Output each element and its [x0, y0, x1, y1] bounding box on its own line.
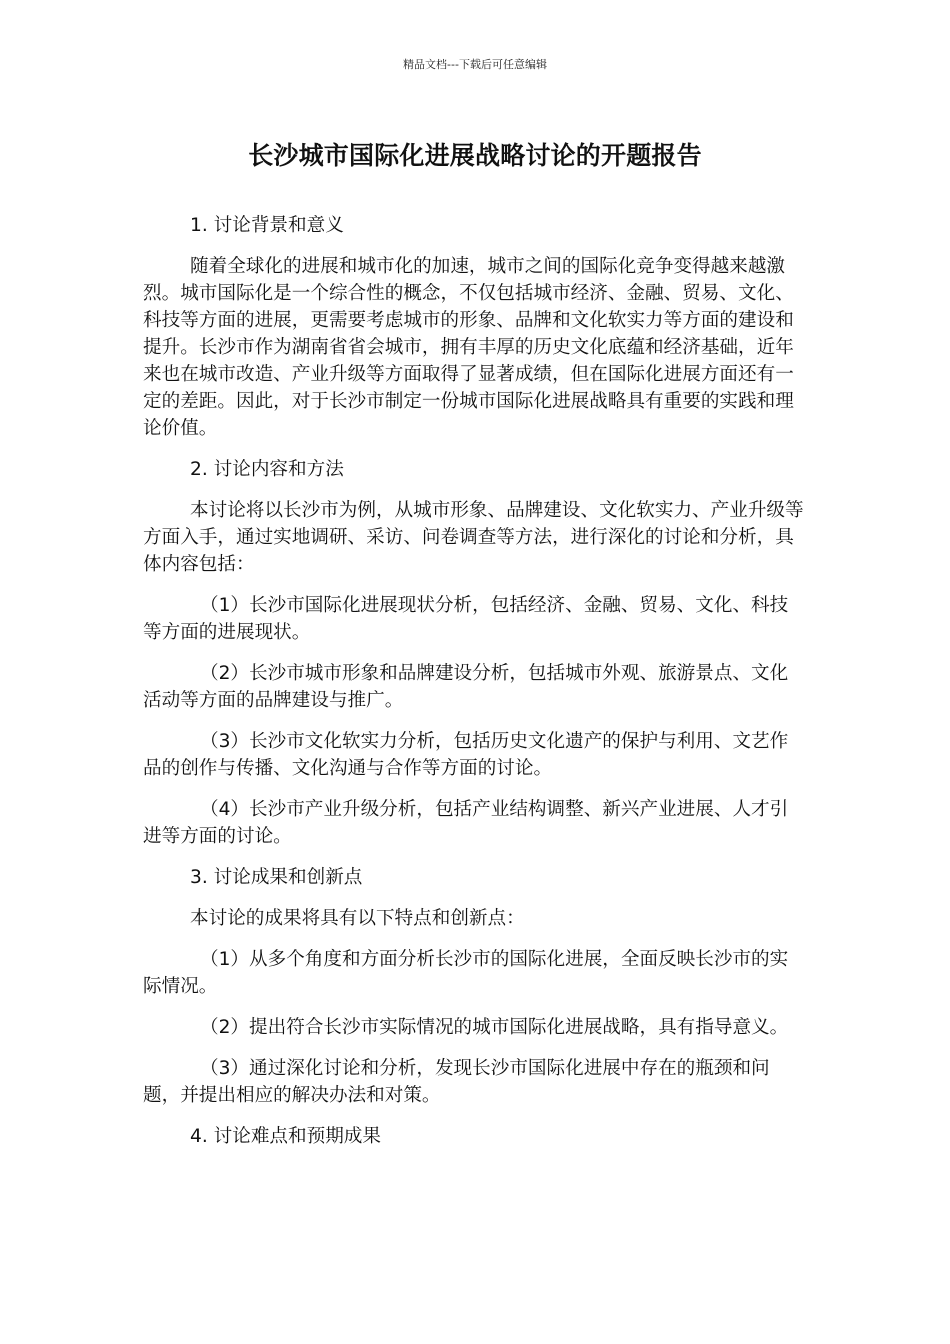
document-body	[143, 212, 805, 1164]
list-item-content-3: （3）长沙市文化软实力分析，包括历史文化遗产的保护与利用、文艺作品的创作与传播、文化沟通与合作等方面的讨论。	[143, 731, 789, 779]
paragraph-results: 本讨论的成果将具有以下特点和创新点：	[190, 908, 525, 929]
page-header: 精品文档---下载后可任意编辑	[403, 58, 547, 71]
list-item-content-4: （4）长沙市产业升级分析，包括产业结构调整、新兴产业进展、人才引进等方面的讨论。	[143, 799, 789, 847]
paragraph-background: 随着全球化的进展和城市化的加速，城市之间的国际化竞争变得越来越激烈。城市国际化是一个综合性的概念，不仅包括城市经济、金融、贸易、文化、科技等方面的进展，更需要考虑城市的形象、品牌和文化软实力等方面的建设和提升。长沙市作为湖南省省会城市，拥有丰厚的历史文化底蕴和经济基础，近年来也在城市改造、产业升级等方面取得了显著成绩，但在国际化进展方面还有一定的差距。因此，对于长沙市制定一份城市国际化进展战略具有重要的实践和理论价值。	[143, 256, 794, 439]
paragraph-content-method: 本讨论将以长沙市为例，从城市形象、品牌建设、文化软实力、产业升级等方面入手，通过实地调研、采访、问卷调查等方法，进行深化的讨论和分析，具体内容包括：	[143, 500, 804, 575]
section-heading-content-method: 2. 讨论内容和方法	[190, 459, 344, 480]
section-heading-background: 1. 讨论背景和意义	[190, 215, 344, 236]
section-heading-results: 3. 讨论成果和创新点	[190, 867, 363, 888]
document-title: 长沙城市国际化进展战略讨论的开题报告	[248, 141, 702, 170]
list-item-results-3: （3）通过深化讨论和分析，发现长沙市国际化进展中存在的瓶颈和问题，并提出相应的解决办法和对策。	[143, 1058, 770, 1106]
list-item-results-1: （1）从多个角度和方面分析长沙市的国际化进展，全面反映长沙市的实际情况。	[143, 949, 789, 997]
section-heading-difficulties: 4. 讨论难点和预期成果	[190, 1126, 381, 1147]
list-item-content-2: （2）长沙市城市形象和品牌建设分析，包括城市外观、旅游景点、文化活动等方面的品牌建设与推广。	[143, 663, 789, 711]
list-item-results-2: （2）提出符合长沙市实际情况的城市国际化进展战略，具有指导意义。	[200, 1017, 789, 1038]
list-item-content-1: （1）长沙市国际化进展现状分析，包括经济、金融、贸易、文化、科技等方面的进展现状。	[143, 595, 789, 643]
